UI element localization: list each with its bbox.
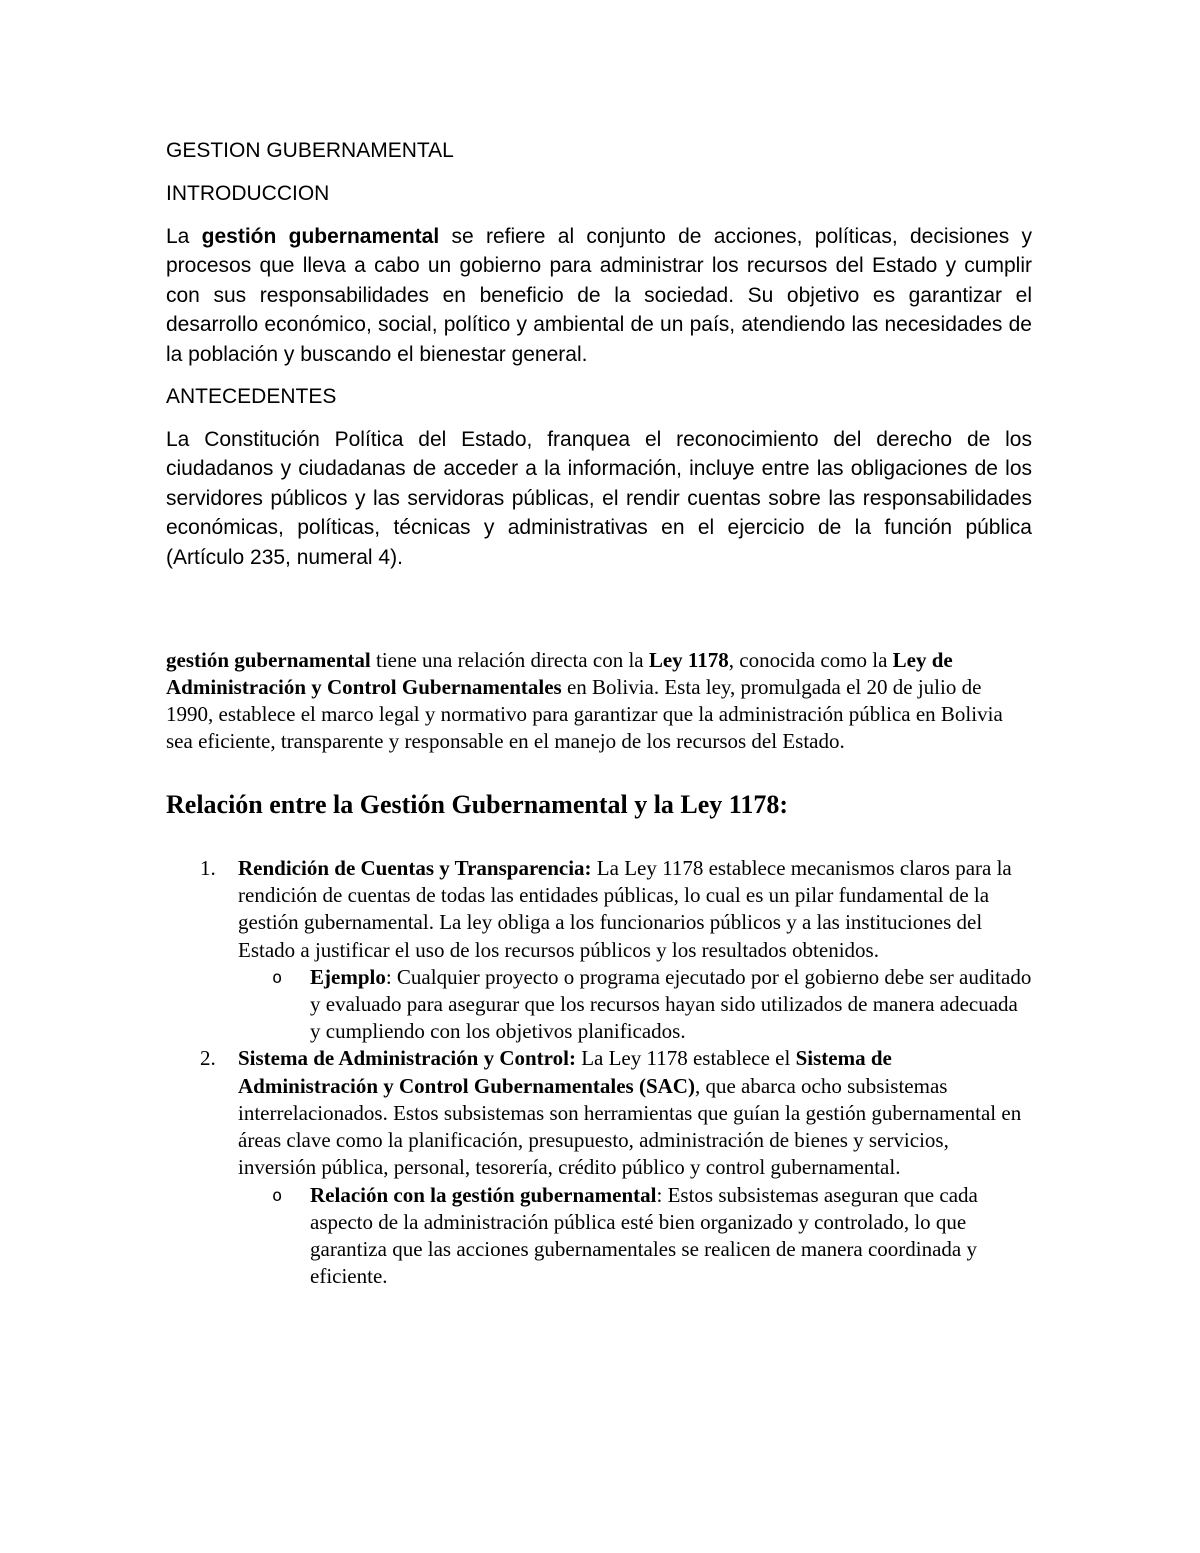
list-item: [166, 855, 1032, 1045]
sub-list-item: [238, 964, 1032, 1046]
list-item-text: La Ley 1178 establece el: [575, 1046, 796, 1071]
sub-item-text: : Estos subsistemas aseguran que cada aspecto de la administración pública esté bien organizado y controlado, lo que garantiza que las acciones gubernamentales se realicen de manera coordinada y eficiente.: [310, 1182, 978, 1289]
ley-bold-3: Ley de Administración y Control Gubernamentales: [166, 648, 953, 700]
numbered-list: [166, 855, 1032, 1290]
bullet-icon: o: [272, 967, 283, 988]
ley-bold-2: Ley 1178: [648, 648, 729, 673]
sub-item-bold: Ejemplo: [310, 964, 386, 989]
sub-list-item: [238, 1182, 1032, 1291]
sub-item-bold: Relación con la gestión gubernamental: [310, 1182, 657, 1207]
ley-text-1: tiene una relación directa con la: [370, 648, 649, 673]
list-item-text: La Ley 1178 establece mecanismos claros para la rendición de cuentas de todas las entidades públicas, lo cual es un pilar fundamental de la gestión gubernamental. La ley obliga a los funcionarios públicos y a las instituciones del Estado a justificar el uso de los recursos públicos y los resultados obtenidos.: [238, 856, 1012, 962]
ley-paragraph: [166, 647, 1032, 755]
list-item-bold-2: Sistema de Administración y Control Gubernamentales (SAC): [238, 1046, 892, 1098]
blank-space: [166, 585, 1032, 647]
ley-text-2: , conocida como la: [728, 648, 893, 673]
list-number: 2.: [200, 1046, 216, 1071]
sub-list: [238, 964, 1032, 1046]
intro-paragraph: [166, 222, 1032, 369]
sub-item-text: : Cualquier proyecto o programa ejecutado por el gobierno debe ser auditado y evaluado para asegurar que los recursos hayan sido utilizados de manera adecuada y cumpliendo con los objetivos planificados.: [310, 964, 1032, 1044]
list-item-bold: Sistema de Administración y Control:: [238, 1046, 576, 1071]
antecedentes-heading: ANTECEDENTES: [166, 385, 337, 409]
section-title: Relación entre la Gestión Gubernamental y la Ley 1178:: [166, 790, 789, 820]
antecedentes-paragraph: La Constitución Política del Estado, franquea el reconocimiento del derecho de los ciudadanos y ciudadanas de acceder a la información, incluye entre las obligaciones de los servidores públicos y las servidoras públicas, el rendir cuentas sobre las responsabilidades económicas, políticas, técnicas y administrativas en el ejercicio de la función pública (Artículo 235, numeral 4).: [166, 428, 1032, 569]
intro-bold-term: gestión gubernamental: [201, 225, 440, 248]
bullet-icon: o: [272, 1185, 283, 1206]
document-page: [166, 136, 1032, 1290]
intro-lead: La: [166, 225, 202, 248]
ley-text-3: en Bolivia. Esta ley, promulgada el 20 de julio de 1990, establece el marco legal y normativo para garantizar que la administración pública en Bolivia sea eficiente, transparente y responsable en el manejo de los recursos del Estado.: [166, 675, 1003, 754]
list-item: [166, 1045, 1032, 1290]
list-number: 1.: [200, 856, 216, 881]
document-title: GESTION GUBERNAMENTAL: [166, 139, 454, 162]
ley-bold-1: gestión gubernamental: [166, 648, 371, 673]
intro-rest: se refiere al conjunto de acciones, políticas, decisiones y procesos que lleva a cabo un gobierno para administrar los recursos del Estado y cumplir con sus responsabilidades en beneficio de la sociedad. Su objetivo es garantizar el desarrollo económico, social, político y ambiental de un país, atendiendo las necesidades de la población y buscando el bienestar general.: [166, 225, 1032, 366]
sub-list: [238, 1182, 1032, 1291]
intro-heading: INTRODUCCION: [166, 182, 330, 205]
list-item-bold: Rendición de Cuentas y Transparencia:: [238, 856, 592, 881]
list-item-text-2: , que abarca ocho subsistemas interrelacionados. Estos subsistemas son herramientas que guían la gestión gubernamental en áreas clave como la planificación, presupuesto, administración de bienes y servicios, inversión pública, personal, tesorería, crédito público y control gubernamental.: [238, 1073, 1022, 1180]
